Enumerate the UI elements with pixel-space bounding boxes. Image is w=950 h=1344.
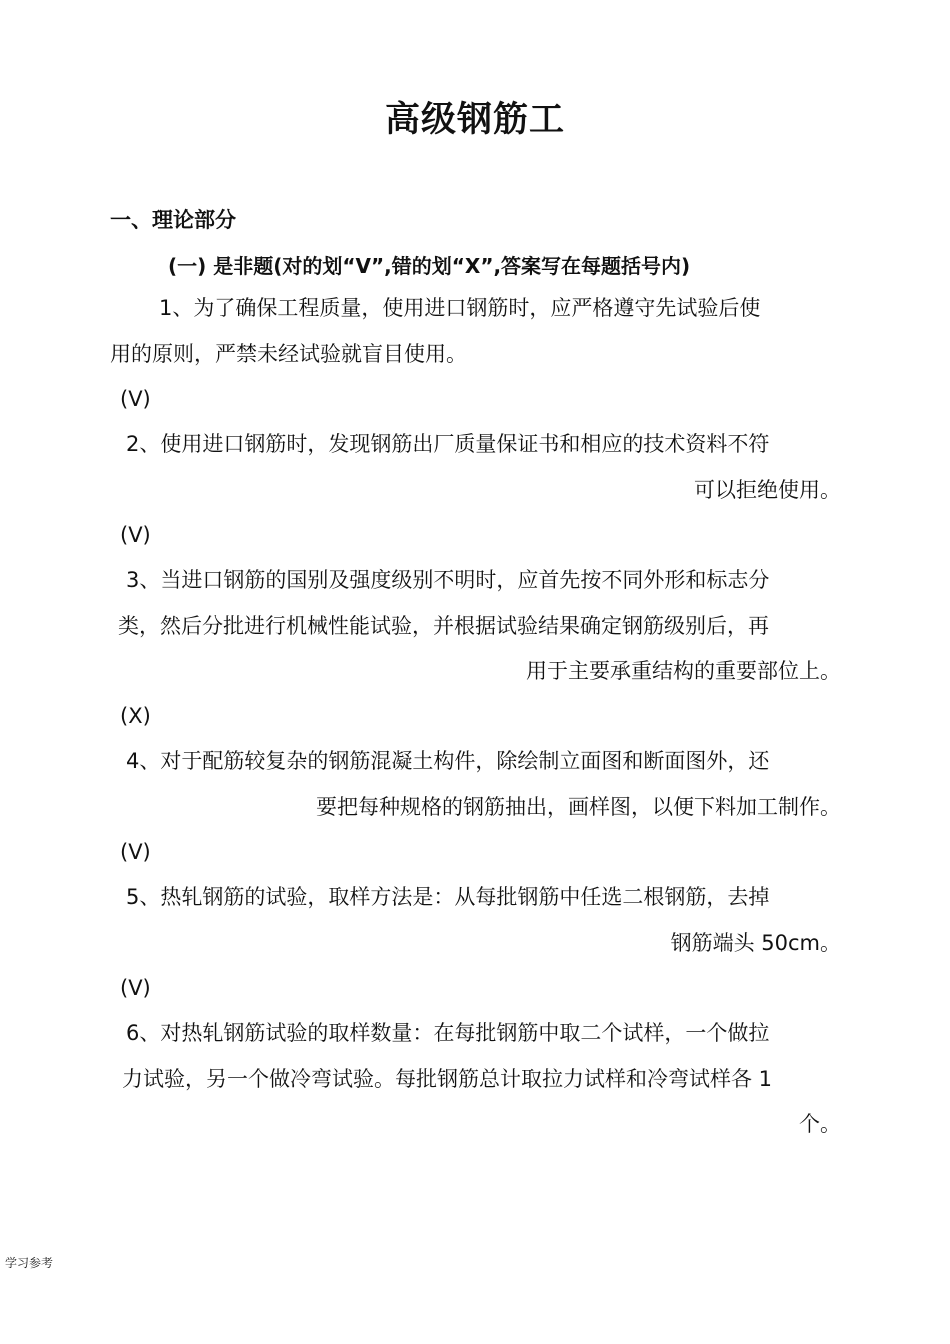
question-2-answer: (V) xyxy=(120,523,151,547)
question-6-line-3: 个。 xyxy=(799,1112,841,1136)
question-6-line-1: 6、对热轧钢筋试验的取样数量：在每批钢筋中取二个试样，一个做拉 xyxy=(126,1021,770,1045)
question-4-line-2: 要把每种规格的钢筋抽出，画样图，以便下料加工制作。 xyxy=(316,795,841,819)
subsection-heading: (一) 是非题(对的划“V”,错的划“X”,答案写在每题括号内) xyxy=(168,254,691,278)
question-1-line-1: 1、为了确保工程质量，使用进口钢筋时，应严格遵守先试验后使 xyxy=(159,296,761,320)
question-4-answer: (V) xyxy=(120,840,151,864)
page-title: 高级钢筋工 xyxy=(384,100,565,140)
question-3-line-3: 用于主要承重结构的重要部位上。 xyxy=(526,659,841,683)
question-1-line-2: 用的原则，严禁未经试验就盲目使用。 xyxy=(110,342,467,366)
section-heading: 一、理论部分 xyxy=(110,208,236,232)
question-2-line-1: 2、使用进口钢筋时，发现钢筋出厂质量保证书和相应的技术资料不符 xyxy=(126,432,770,456)
question-4-line-1: 4、对于配筋较复杂的钢筋混凝土构件，除绘制立面图和断面图外，还 xyxy=(126,749,770,773)
question-3-line-1: 3、当进口钢筋的国别及强度级别不明时，应首先按不同外形和标志分 xyxy=(126,568,770,592)
question-5-answer: (V) xyxy=(120,976,151,1000)
question-2-line-2: 可以拒绝使用。 xyxy=(694,478,841,502)
question-3-line-2: 类，然后分批进行机械性能试验，并根据试验结果确定钢筋级别后，再 xyxy=(118,614,769,638)
footer-note: 学习参考 xyxy=(5,1256,54,1270)
question-5-line-2: 钢筋端头 50cm。 xyxy=(670,931,841,955)
question-6-line-2: 力试验，另一个做冷弯试验。每批钢筋总计取拉力试样和冷弯试样各 1 xyxy=(122,1067,773,1091)
question-5-line-1: 5、热轧钢筋的试验，取样方法是：从每批钢筋中任选二根钢筋，去掉 xyxy=(126,885,770,909)
question-3-answer: (X) xyxy=(120,704,151,728)
question-1-answer: (V) xyxy=(120,387,151,411)
